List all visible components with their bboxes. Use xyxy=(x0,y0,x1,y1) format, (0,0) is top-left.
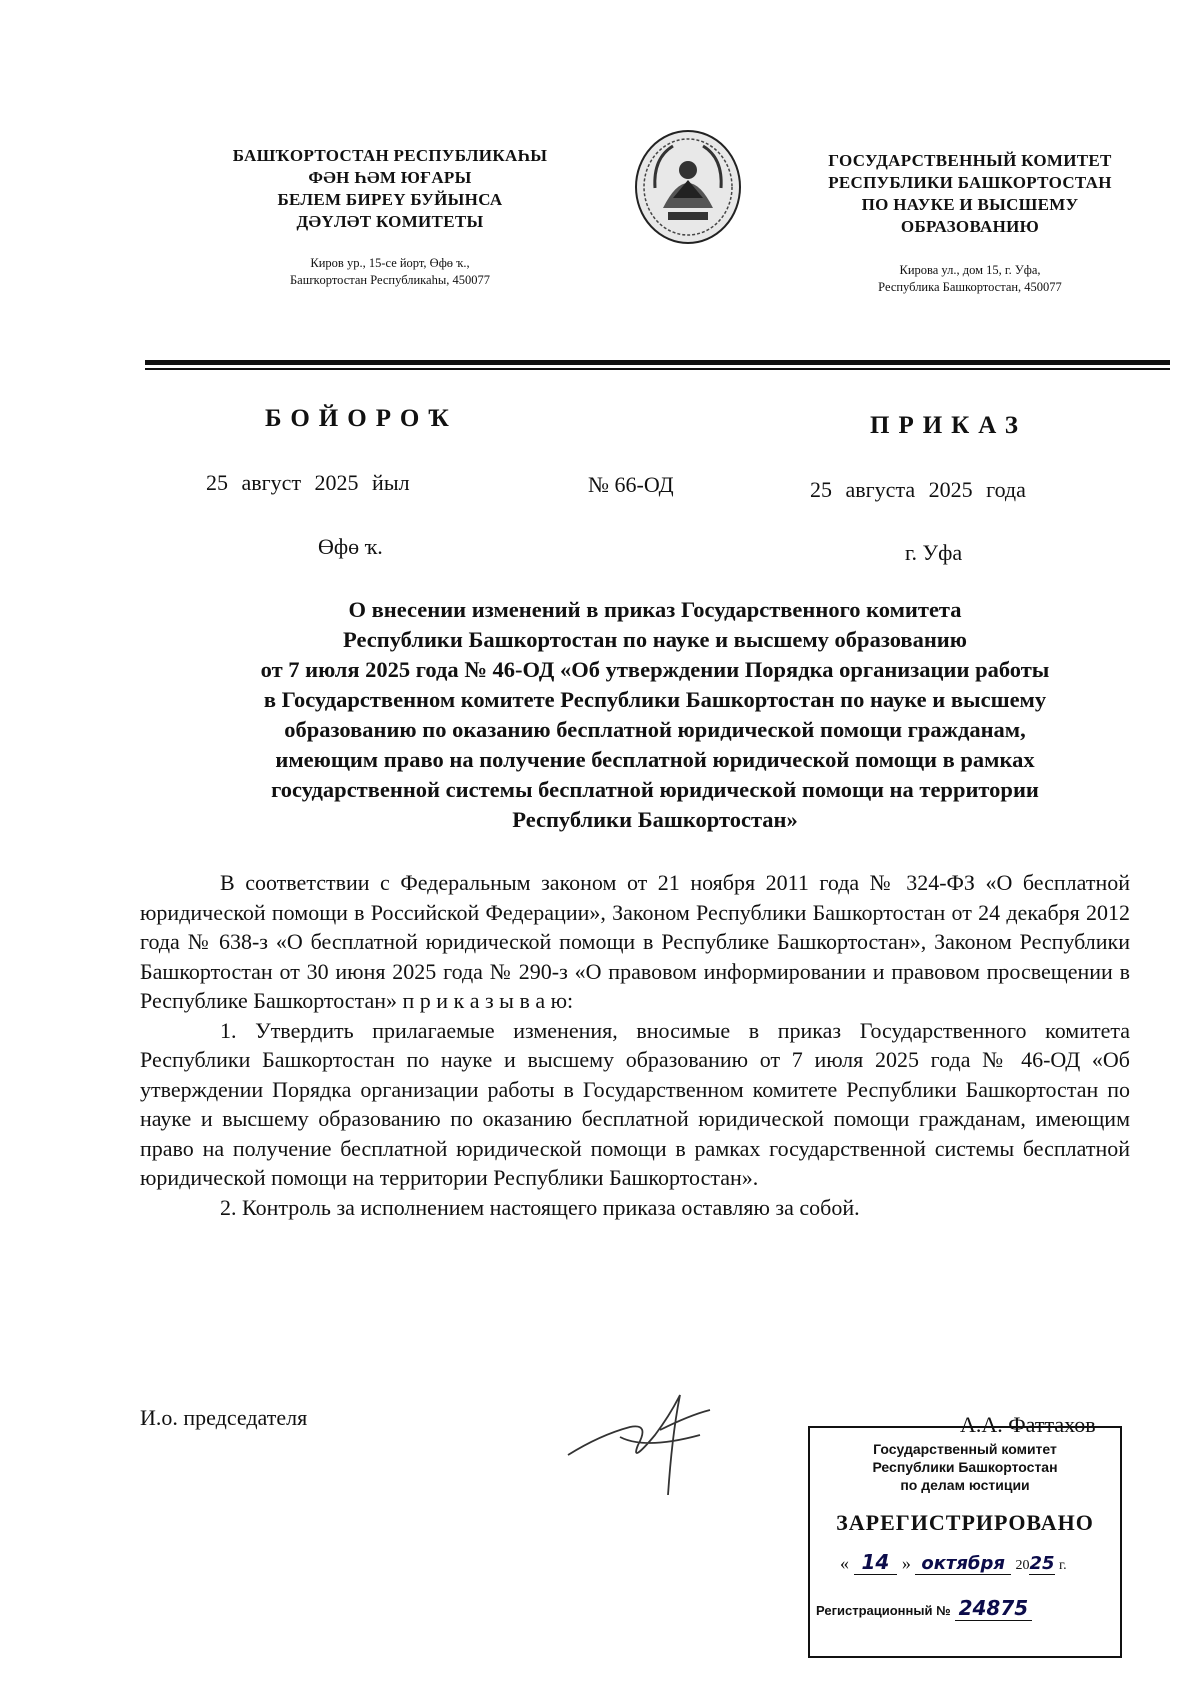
stamp-date-line: « 14 » октября 2025 г. xyxy=(840,1550,1067,1574)
stamp-year: 25 xyxy=(1029,1553,1055,1574)
header-left xyxy=(200,145,580,289)
item-2-paragraph: 2. Контроль за исполнением настоящего приказа оставляю за собой. xyxy=(220,1194,860,1220)
place-russian: г. Уфа xyxy=(905,540,963,565)
signatory-position: И.о. председателя xyxy=(140,1405,308,1430)
order-title-russian: ПРИКАЗ xyxy=(870,412,1027,439)
address-bashkir: Киров ур., 15-се йорт, Өфө ҡ., Башҡортостан Республикаһы, 450077 xyxy=(289,256,490,287)
place-bashkir: Өфө ҡ. xyxy=(318,534,383,559)
item-1-paragraph: 1. Утвердить прилагаемые изменения, вносимые в приказ Государственного комитета Республики Башкортостан по науке и высшему образованию от 7 июля 2025 года № 46-ОД «Об утверждении Порядка организации работы в Государственном комитете Республики Башкортостан по науке и высшему образованию по оказанию бесплатной юридической помощи гражданам, имеющим право на получение бесплатной юридической помощи в рамках государственной системы бесплатной юридической помощи на территории Республики Башкортостан». xyxy=(140,1017,1130,1190)
date-russian: 25 августа 2025 года xyxy=(810,477,1026,502)
coat-of-arms-emblem-icon xyxy=(633,128,743,246)
registration-stamp xyxy=(808,1426,1122,1658)
preamble-paragraph: В соответствии с Федеральным законом от 21 ноября 2011 года № 324-ФЗ «О бесплатной юридической помощи в Российской Федерации», Законом Республики Башкортостан от 24 декабря 2012 года № 638-з «О бесплатной юридической помощи в Республике Башкортостан», Законом Республики Башкортостан от 30 июня 2025 года № 290-з «О правовом информировании и правовом просвещении в Республике Башкортостан» п р и к а з ы в а ю: xyxy=(140,870,1130,1013)
org-name-bashkir: БАШҠОРТОСТАН РЕСПУБЛИКАҺЫ ФӘН ҺӘМ ЮҒАРЫ БЕЛЕМ БИРЕҮ БУЙЫНСА ДӘҮЛӘТ КОМИТЕТЫ xyxy=(232,146,548,231)
stamp-reg-number-line: Регистрационный № 24875 xyxy=(816,1596,1120,1620)
header-divider-thick xyxy=(145,360,1170,365)
order-heading: О внесении изменений в приказ Государственного комитета Республики Башкортостан по науке и высшему образованию от 7 июля 2025 года № 46-ОД «Об утверждении Порядка организации работы в Государственном комитете Республики Башкортостан по науке и высшему образованию по оказанию бесплатной юридической помощи гражданам, имеющим право на получение бесплатной юридической помощи в рамках государственной системы бесплатной юридической помощи на территории Республики Башкортостан» xyxy=(260,597,1050,832)
header-right xyxy=(790,150,1150,296)
order-body xyxy=(140,868,1130,1222)
stamp-registered-label: ЗАРЕГИСТРИРОВАНО xyxy=(836,1510,1094,1535)
header-divider-thin xyxy=(145,368,1170,370)
stamp-day: 14 xyxy=(854,1550,898,1575)
address-russian: Кирова ул., дом 15, г. Уфа, Республика Башкортостан, 450077 xyxy=(878,263,1062,294)
stamp-reg-number: 24875 xyxy=(955,1596,1033,1621)
stamp-month: октября xyxy=(915,1553,1011,1575)
date-bashkir: 25 август 2025 йыл xyxy=(206,470,410,495)
org-name-russian: ГОСУДАРСТВЕННЫЙ КОМИТЕТ РЕСПУБЛИКИ БАШКОРТОСТАН ПО НАУКЕ И ВЫСШЕМУ ОБРАЗОВАНИЮ xyxy=(828,151,1112,236)
order-number: № 66-ОД xyxy=(588,472,674,497)
signatory-name: А.А. Фаттахов xyxy=(960,1412,1096,1437)
order-title-bashkir: БОЙОРОҠ xyxy=(265,405,458,432)
handwritten-signature-icon xyxy=(560,1375,730,1505)
stamp-organization: Государственный комитет Республики Башкортостан по делам юстиции xyxy=(872,1441,1058,1493)
